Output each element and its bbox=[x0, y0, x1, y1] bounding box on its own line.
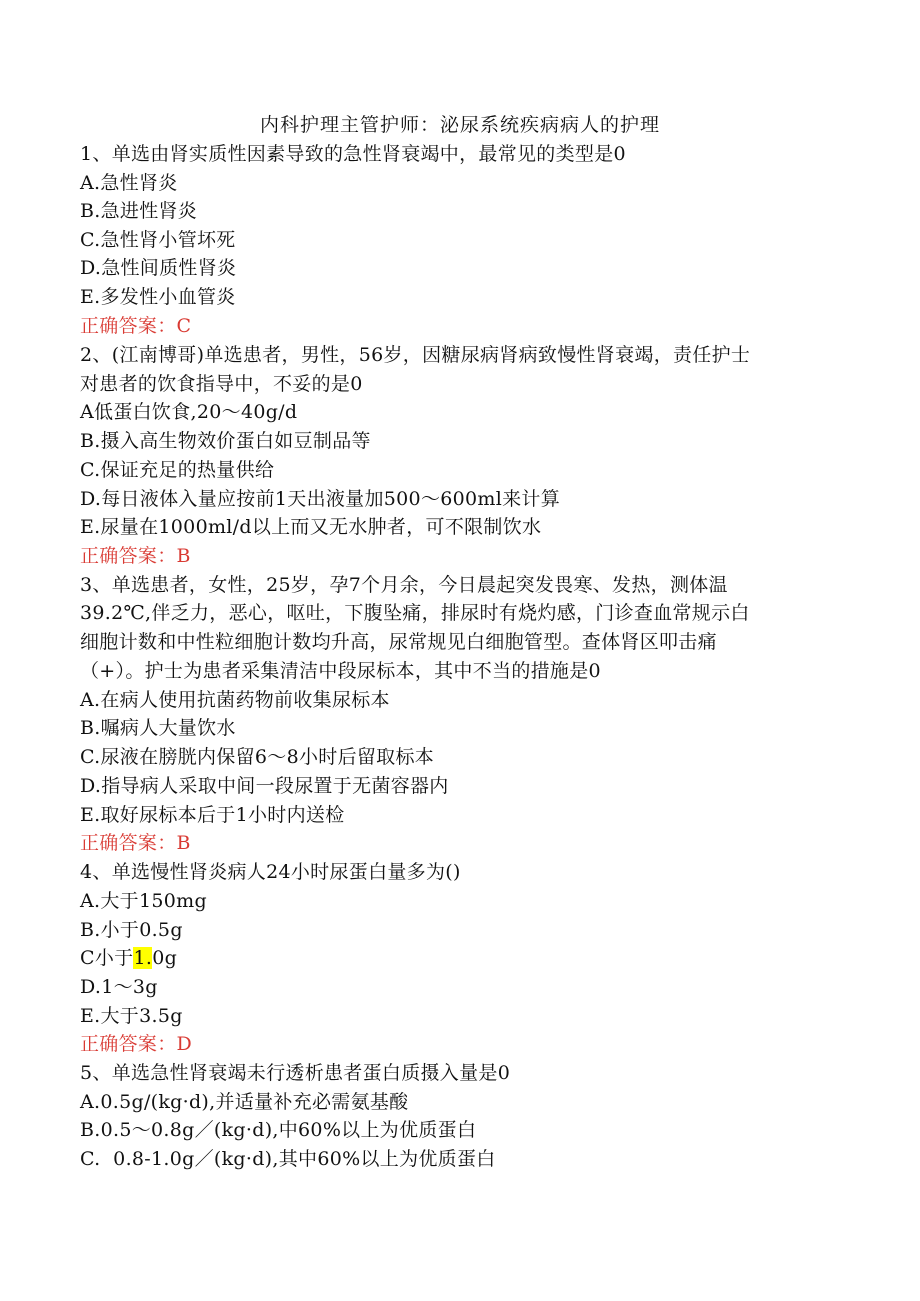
question-4-option-a: A.大于150mg bbox=[80, 890, 207, 912]
question-5-option-a: A.0.5g/(kg·d),并适量补充必需氨基酸 bbox=[80, 1091, 409, 1113]
question-4-option-c bbox=[80, 944, 177, 972]
question-2-option-a: A低蛋白饮食,20～40g/d bbox=[80, 401, 298, 423]
question-3-option-c: C.尿液在膀胱内保留6～8小时后留取标本 bbox=[80, 746, 435, 768]
question-3-stem-line-2: 39.2℃,伴乏力，恶心，呕吐，下腹坠痛，排尿时有烧灼感，门诊查血常规示白 bbox=[80, 602, 750, 624]
question-4-option-d: D.1～3g bbox=[80, 976, 158, 998]
question-2-option-b: B.摄入高生物效价蛋白如豆制品等 bbox=[80, 430, 371, 452]
question-1-option-c: C.急性肾小管坏死 bbox=[80, 229, 236, 251]
question-2-stem-line-1: 2、(江南博哥)单选患者，男性，56岁，因糖尿病肾病致慢性肾衰竭，责任护士 bbox=[80, 344, 751, 366]
question-4-stem: 4、单选慢性肾炎病人24小时尿蛋白量多为() bbox=[80, 861, 461, 883]
question-3-option-e: E.取好尿标本后于1小时内送检 bbox=[80, 804, 345, 826]
question-3-option-d: D.指导病人采取中间一段尿置于无菌容器内 bbox=[80, 775, 449, 797]
question-1-answer: 正确答案：C bbox=[80, 315, 192, 337]
question-2-stem-line-2: 对患者的饮食指导中，不妥的是0 bbox=[80, 373, 363, 395]
question-5-option-b: B.0.5～0.8g／(kg·d),中60%以上为优质蛋白 bbox=[80, 1119, 477, 1141]
question-3-stem-line-4: （+）。护士为患者采集清洁中段尿标本，其中不当的措施是0 bbox=[80, 660, 601, 682]
question-3-stem-line-1: 3、单选患者，女性，25岁，孕7个月余，今日晨起突发畏寒、发热，测体温 bbox=[80, 574, 728, 596]
question-2-option-d: D.每日液体入量应按前1天出液量加500～600ml来计算 bbox=[80, 488, 561, 510]
question-3-option-b: B.嘱病人大量饮水 bbox=[80, 717, 236, 739]
highlighted-text: 1. bbox=[133, 947, 153, 969]
question-3-stem-line-3: 细胞计数和中性粒细胞计数均升高，尿常规见白细胞管型。查体肾区叩击痛 bbox=[80, 631, 717, 653]
question-2-option-e: E.尿量在1000ml/d以上而又无水肿者，可不限制饮水 bbox=[80, 516, 542, 538]
question-1-option-e: E.多发性小血管炎 bbox=[80, 286, 236, 308]
question-4-answer: 正确答案：D bbox=[80, 1033, 193, 1055]
question-4-option-c-prefix: C小于 bbox=[80, 947, 134, 969]
question-5-option-c: C. 0.8-1.0g／(kg·d),其中60%以上为优质蛋白 bbox=[80, 1148, 496, 1170]
question-1-option-a: A.急性肾炎 bbox=[80, 172, 178, 194]
question-4-option-e: E.大于3.5g bbox=[80, 1005, 183, 1027]
question-1-stem: 1、单选由肾实质性因素导致的急性肾衰竭中，最常见的类型是0 bbox=[80, 143, 626, 165]
question-5-stem: 5、单选急性肾衰竭未行透析患者蛋白质摄入量是0 bbox=[80, 1062, 511, 1084]
question-2-option-c: C.保证充足的热量供给 bbox=[80, 459, 275, 481]
question-3-option-a: A.在病人使用抗菌药物前收集尿标本 bbox=[80, 689, 390, 711]
question-2-answer: 正确答案：B bbox=[80, 545, 191, 567]
question-1-option-d: D.急性间质性肾炎 bbox=[80, 257, 237, 279]
question-3-answer: 正确答案：B bbox=[80, 832, 191, 854]
question-4-option-b: B.小于0.5g bbox=[80, 919, 183, 941]
document-title: 内科护理主管护师：泌尿系统疾病病人的护理 bbox=[259, 114, 660, 136]
question-4-option-c-suffix: 0g bbox=[152, 947, 178, 969]
question-1-option-b: B.急进性肾炎 bbox=[80, 200, 198, 222]
